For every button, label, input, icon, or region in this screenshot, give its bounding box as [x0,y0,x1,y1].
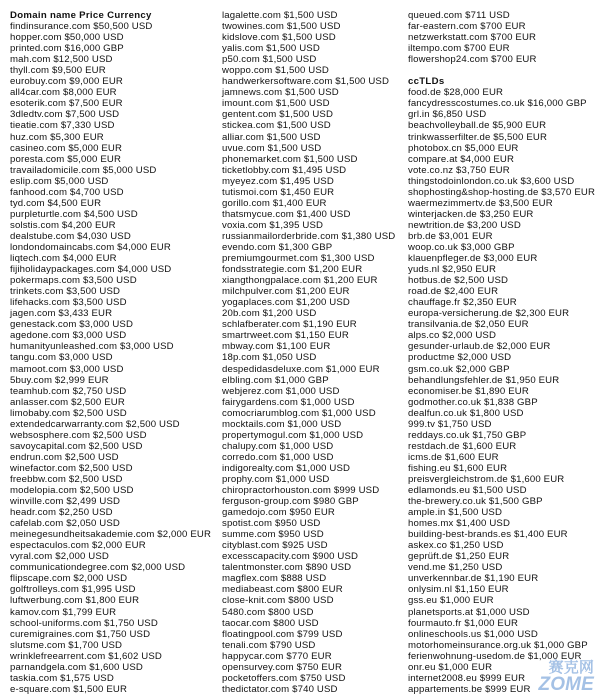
domain-listing-row: slutsme.com $1,700 USD [10,639,123,651]
domain-listing-row: waermezimmertv.de $3,500 EUR [408,197,553,209]
domain-listing-row: mediabeast.com $800 EUR [222,584,343,596]
domain-listing-row: flipscape.com $2,000 USD [10,573,128,585]
domain-listing-row: thyll.com $9,500 EUR [10,65,106,77]
domain-column-1 [10,10,220,695]
domain-listing-row: casineo.com $5,000 EUR [10,142,123,154]
domain-listing-row: gorillo.com $1,400 EUR [222,197,327,209]
domain-listing-row: compare.at $4,000 EUR [408,153,515,165]
domain-listing-row: mocktails.com $1,000 USD [222,418,342,430]
domain-listing-row: genestack.com $3,000 USD [10,319,134,331]
domain-listing-row: close-knit.com $800 USD [222,595,334,607]
domain-listing-row: agedone.com $3,000 USD [10,330,127,342]
domain-listing-row: cityblast.com $925 USD [222,540,328,552]
domain-listing-row: indigorealty.com $1,000 USD [222,462,351,474]
domain-listing-row: 5480.com $800 USD [222,606,314,618]
domain-listing-row: elbling.com $1,000 GBP [222,374,329,386]
domain-listing-row: printed.com $16,000 GBP [10,43,124,55]
domain-listing-row: all4car.com $8,000 EUR [10,87,117,99]
domain-listing-row: xiangthongpalace.com $1,200 EUR [222,275,378,287]
domain-listing-row: floatingpool.com $799 USD [222,628,343,640]
domain-listing-row: curemigraines.com $1,750 USD [10,628,151,640]
domain-listing-row: despedidasdeluxe.com $1,000 EUR [222,363,380,375]
domain-listing-row: e-square.com $1,500 EUR [10,683,128,695]
domain-listing-row: endrun.com $2,500 USD [10,451,119,463]
domain-listing-row: grl.in $6,850 USD [408,109,487,121]
domain-listing-row: mamoot.com $3,000 USD [10,363,124,375]
domain-listing-row: thatsmycue.com $1,400 USD [222,208,351,220]
domain-listing-row: magflex.com $888 USD [222,573,327,585]
domain-listing-row: myeyez.com $1,495 USD [222,175,334,187]
cctld-list [408,87,598,695]
domain-listing-row: winville.com $2,499 USD [10,496,121,508]
domain-listing-row: yogaplaces.com $1,200 USD [222,297,351,309]
domain-listing-row: vend.me $1,250 USD [408,562,503,574]
domain-listing-row: onlineschools.us $1,000 USD [408,628,538,640]
domain-listing-row: voxia.com $1,395 USD [222,219,324,231]
domain-listing-row: huz.com $5,300 EUR [10,131,104,143]
domain-listing-row: godmother.co.uk $1,838 GBP [408,396,538,408]
domain-listing-row: eslip.com $5,000 USD [10,175,109,187]
domain-listing-row: schlafberater.com $1,190 EUR [222,319,357,331]
domain-listing-row: headr.com $2,250 USD [10,507,113,519]
domain-listing-row: far-eastern.com $700 EUR [408,21,526,33]
domain-listing-row: ticketlobby.com $1,495 USD [222,164,347,176]
domain-listing-row: londondomaincabs.com $4,000 EUR [10,241,171,253]
domain-listing-row: askex.co $1,250 USD [408,540,504,552]
domain-listing-row: communicationdegree.com $2,000 USD [10,562,186,574]
domain-listing-row: dealfun.co.uk $1,800 USD [408,407,524,419]
domain-listing-row: modelopia.com $2,500 USD [10,485,134,497]
domain-listing-row: hopper.com $50,000 USD [10,32,124,44]
domain-listing-row: appartements.be $999 EUR [408,683,531,695]
domain-listing-row: imount.com $1,500 USD [222,98,330,110]
domain-listing-row: humanityunleashed.com $3,000 USD [10,341,174,353]
domain-listing-row: wrinklefreearrent.com $1,602 USD [10,650,162,662]
watermark-line-1: 赛克网 [548,659,594,676]
domain-listing-row: trinkwasserfilter.de $5,500 EUR [408,131,548,143]
domain-listing-row: europa-versicherung.de $2,300 EUR [408,308,570,320]
domain-listing-row: tenali.com $790 USD [222,639,316,651]
column-header: Domain name Price Currency [10,10,152,21]
domain-listing-row: findinsurance.com $50,500 USD [10,21,153,33]
domain-listing-row: luftwerbung.com $1,800 EUR [10,595,140,607]
domain-listing-row: yalis.com $1,500 USD [222,43,320,55]
domain-listing-row: reddays.co.uk $1,750 GBP [408,429,527,441]
domain-listing-row: homes.mx $1,400 USD [408,518,511,530]
domain-listing-row: 3dledtv.com $7,500 USD [10,109,120,121]
section-gap [408,65,598,76]
domain-listing-row: gamedojo.com $950 EUR [222,507,336,519]
domain-listing-row: onr.eu $1,000 EUR [408,661,493,673]
domain-listing-row: gentent.com $1,500 USD [222,109,334,121]
domain-listing-row: the-brewery.co.uk $1,500 GBP [408,496,543,508]
domain-listing-row: thingstodoinlondon.co.uk $3,600 USD [408,175,575,187]
watermark-logo [539,660,595,694]
domain-listing-row: building-best-brands.es $1,400 EUR [408,529,568,541]
domain-listing-row: food.de $28,000 EUR [408,87,504,99]
domain-listing-row: esoterik.com $7,500 EUR [10,98,123,110]
domain-listing-row: prophy.com $1,000 USD [222,473,330,485]
domain-listing-row: extendedcarwarranty.com $2,500 USD [10,418,180,430]
domain-listing-row: behandlungsfehler.de $1,950 EUR [408,374,560,386]
domain-listing-row: economiser.be $1,890 EUR [408,385,529,397]
domain-listing-row: eurobuy.com $9,000 EUR [10,76,123,88]
com-list-continued [408,10,598,65]
domain-listing-row: chiropractorhouston.com $999 USD [222,485,380,497]
domain-listing-row: ferguson-group.com $980 GBP [222,496,359,508]
domain-listing-row: uvue.com $1,500 USD [222,142,322,154]
domain-listing-row: geprüft.de $1,250 EUR [408,551,510,563]
domain-listing-row: limobaby.com $2,500 USD [10,407,127,419]
domain-listing-row: pocketoffers.com $750 USD [222,672,346,684]
watermark-line-2: ZOME [538,674,594,695]
domain-listing-row: winterjacken.de $3,250 EUR [408,208,534,220]
domain-listing-row: spotist.com $950 USD [222,518,321,530]
domain-listing-row: liqtech.com $4,000 EUR [10,253,117,265]
domain-listing-row: dealstube.com $4,030 USD [10,230,131,242]
domain-listing-row: yuds.nl $2,950 EUR [408,264,497,276]
domain-listing-row: alps.co $2,000 USD [408,330,497,342]
domain-listing-row: happycar.com $770 EUR [222,650,332,662]
domain-listing-row: excesscapacity.com $900 USD [222,551,359,563]
domain-listing-row: talentmonster.com $890 USD [222,562,352,574]
domain-listing-row: poresta.com $5,000 EUR [10,153,122,165]
domain-listing-row: motorhomeinsurance.org.uk $1,000 GBP [408,639,588,651]
domain-listing-row: gesunder-urlaub.de $2,000 EUR [408,341,551,353]
domain-listing-row: purpleturtle.com $4,500 USD [10,208,138,220]
domain-listing-row: 999.tv $1,750 USD [408,418,492,430]
domain-listing-row: travailadomicile.com $5,000 USD [10,164,157,176]
domain-listing-row: jamnews.com $1,500 USD [222,87,339,99]
domain-listing-row: school-uniforms.com $1,750 USD [10,617,158,629]
domain-listing-row: chalupy.com $1,000 USD [222,440,334,452]
domain-listing-row: lifehacks.com $3,500 USD [10,297,127,309]
domain-listing-row: ferienwohnung-usedom.de $1,000 EUR [408,650,582,662]
domain-listing-row: taocar.com $800 USD [222,617,319,629]
domain-listing-row: netzwerkstatt.com $700 EUR [408,32,537,44]
domain-listing-row: 18p.com $1,050 USD [222,352,317,364]
domain-listing-row: handwerkersoftware.com $1,500 USD [222,76,390,88]
domain-listing-row: restdach.de $1,600 EUR [408,440,517,452]
domain-listing-row: cafelab.com $2,050 USD [10,518,120,530]
domain-listing-row: gsm.co.uk $2,000 GBP [408,363,510,375]
domain-listing-row: kamov.com $1,799 EUR [10,606,117,618]
domain-listing-row: websosphere.com $2,500 USD [10,429,147,441]
domain-listing-row: p50.com $1,500 USD [222,54,317,66]
domain-listing-row: brb.de $3,001 EUR [408,230,493,242]
domain-listing-row: freebbw.com $2,500 USD [10,473,123,485]
domain-listing-row: thedictator.com $740 USD [222,683,338,695]
domain-listing-row: taskia.com $1,575 USD [10,672,114,684]
domain-listing-row: planetsports.at $1,000 USD [408,606,530,618]
domain-listing-row: opensurvey.com $750 EUR [222,661,343,673]
domain-listing-row: beachvolleyball.de $5,900 EUR [408,120,547,132]
domain-column-3 [408,10,598,695]
domain-listing-row: phonemarket.com $1,500 USD [222,153,358,165]
domain-listing-row: 5buy.com $2,999 EUR [10,374,109,386]
domain-listing-row: twowines.com $1,500 USD [222,21,341,33]
domain-listing-row: onlysim.nl $1,150 EUR [408,584,509,596]
domain-listing-row: unverkennbar.de $1,190 EUR [408,573,539,585]
domain-listing-row: propertymogul.com $1,000 USD [222,429,364,441]
domain-listing-row: fancydresscostumes.co.uk $16,000 GBP [408,98,587,110]
domain-listing-row: hotbus.de $2,500 USD [408,275,509,287]
domain-column-2 [222,10,406,695]
domain-listing-row: gss.eu $1,000 EUR [408,595,494,607]
domain-listing-row: edlamonds.eu $1,500 USD [408,485,527,497]
domain-listing-row: pokermaps.com $3,500 USD [10,275,137,287]
domain-listing-row: transilvania.de $2,050 EUR [408,319,529,331]
domain-listing-row: milchpulver.com $1,200 EUR [222,286,350,298]
domain-listing-row: savoycapital.com $2,500 USD [10,440,143,452]
domain-listing-row: solstis.com $4,200 EUR [10,219,116,231]
domain-listing-row: evendo.com $1,300 GBP [222,241,333,253]
domain-listing-row: productme $2,000 USD [408,352,512,364]
domain-listing-row: smartrweet.com $1,150 EUR [222,330,349,342]
domain-listing-row: jagen.com $3,433 EUR [10,308,113,320]
domain-listing-row: chauffage.fr $2,350 EUR [408,297,517,309]
domain-listing-row: mah.com $12,500 USD [10,54,113,66]
domain-listing-row: fijiholidaypackages.com $4,000 USD [10,264,172,276]
domain-listing-row: russianmailorderbride.com $1,380 USD [222,230,396,242]
domain-listing-row: preisvergleichstrom.de $1,600 EUR [408,473,565,485]
domain-listing-row: parnandgela.com $1,600 USD [10,661,143,673]
domain-listing-row: photobox.cn $5,000 EUR [408,142,519,154]
domain-listing-row: lagalette.com $1,500 USD [222,10,338,21]
domain-listing-row: internet2008.eu $999 EUR [408,672,526,684]
domain-listing-row: summe.com $950 USD [222,529,324,541]
domain-listing-row: 20b.com $1,200 USD [222,308,317,320]
domain-listing-row: golftrolleys.com $1,995 USD [10,584,136,596]
domain-listing-row: fairygardens.com $1,000 USD [222,396,355,408]
domain-listing-row: premiumgourmet.com $1,300 USD [222,253,375,265]
domain-listing-row: woop.co.uk $3,000 GBP [408,241,515,253]
domain-listing-row: fishing.eu $1,600 EUR [408,462,508,474]
domain-listing-row: queued.com $711 USD [408,10,510,21]
domain-listing-row: newtrition.de $3,200 USD [408,219,521,231]
domain-listing-row: woppo.com $1,500 USD [222,65,329,77]
domain-listing-row: alliar.com $1,500 USD [222,131,321,143]
domain-listing-row: fondsstrategie.com $1,200 EUR [222,264,363,276]
domain-listing-row: klauenpfleger.de $3,000 EUR [408,253,538,265]
domain-listing-row: tangu.com $3,000 USD [10,352,113,364]
domain-listing-row: vyral.com $2,000 USD [10,551,109,563]
domain-listing-row: fourmauto.fr $1,000 EUR [408,617,519,629]
domain-listing-row: road.de $2,400 EUR [408,286,499,298]
domain-listing-row: vote.co.nz $3,750 EUR [408,164,510,176]
domain-listing-row: meinegesundheitsakademie.com $2,000 EUR [10,529,212,541]
domain-listing-row: anlasser.com $2,500 EUR [10,396,125,408]
domain-listing-row: stickea.com $1,500 USD [222,120,331,132]
domain-listing-row: shophosting&shop-hosting.de $3,570 EUR [408,186,596,198]
domain-listing-row: tieatie.com $7,330 USD [10,120,115,132]
domain-listing-row: icms.de $1,600 EUR [408,451,499,463]
domain-listing-row: comocriarumblog.com $1,000 USD [222,407,376,419]
domain-listing-row: iltempo.com $700 EUR [408,43,510,55]
domain-listing-row: tyd.com $4,500 EUR [10,197,102,209]
domain-listing-row: espectaculos.com $2,000 EUR [10,540,146,552]
domain-listing-row: trinkets.com $3,500 USD [10,286,121,298]
domain-listing-row: corredo.com $1,000 USD [222,451,334,463]
domain-listing-row: winefactor.com $2,500 USD [10,462,133,474]
domain-listing-row: webjerez.com $1,000 USD [222,385,340,397]
domain-listing-row: ample.in $1,500 USD [408,507,503,519]
domain-listing-row: fanhood.com $4,700 USD [10,186,124,198]
cctld-header: ccTLDs [408,76,445,88]
domain-listing-row: mbway.com $1,100 EUR [222,341,331,353]
domain-listing-row: teamhub.com $2,750 USD [10,385,127,397]
domain-listing-row: kidslove.com $1,500 USD [222,32,336,44]
domain-listing-row: tutismoi.com $1,450 EUR [222,186,335,198]
domain-listing-row: flowershop24.com $700 EUR [408,54,537,66]
